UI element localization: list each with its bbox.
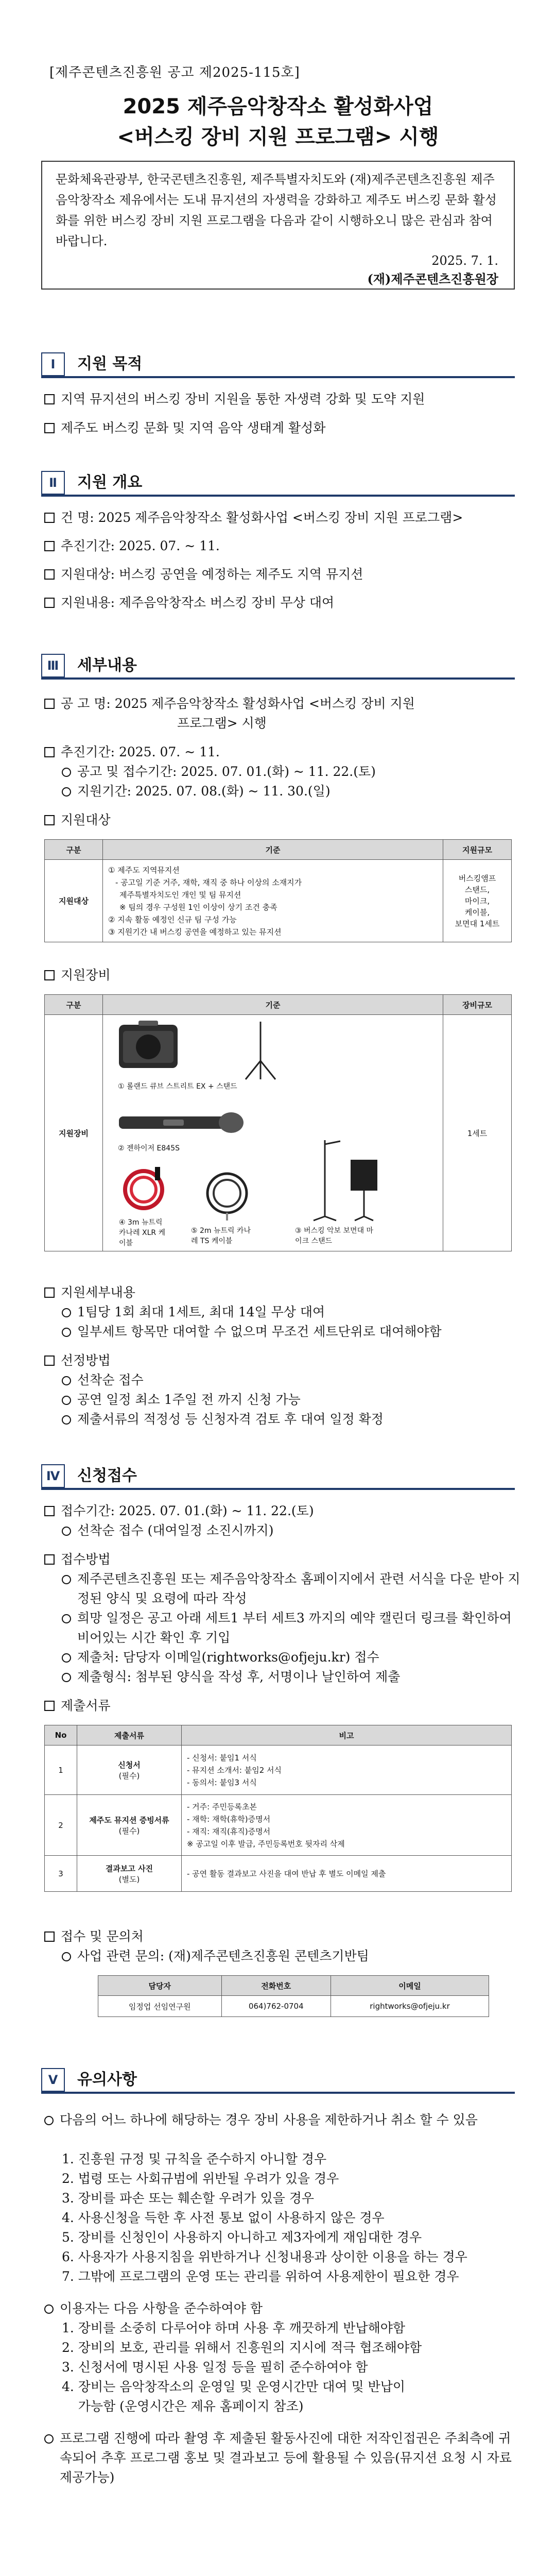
row-label: 지원장비 xyxy=(45,1015,103,1251)
sub-item: 제주콘텐츠진흥원 또는 제주음악창작소 홈페이지에서 관련 서식을 다운 받아 지정된 양식 및 요령에 따라 작성 xyxy=(62,1569,525,1608)
intro-date: 2025. 7. 1. xyxy=(431,253,498,268)
equipment-caption: ⑤ 2m 뉴트릭 카나레 TS 케이블 xyxy=(191,1227,251,1245)
table-header: 장비규모 xyxy=(443,995,512,1015)
table-row: 3 결과보고 사진 (별도) - 공연 활동 결과보고 사진을 대여 반납 후 별도 이메일 제출 xyxy=(45,1856,512,1892)
table-row xyxy=(45,1015,512,1251)
checkbox-square-icon xyxy=(44,699,55,709)
checkbox-square-icon xyxy=(44,598,55,608)
section-1-title: 지원 목적 xyxy=(77,355,143,373)
list-item-continuation: 프로그램> 시행 xyxy=(177,716,267,731)
list-item: 접수방법 xyxy=(44,1550,513,1569)
notice-title-line1: 2025 제주음악창작소 활성화사업 xyxy=(123,95,433,118)
section-3-number: Ⅲ xyxy=(41,654,65,677)
checkbox-square-icon xyxy=(44,423,55,433)
sub-item: 선착순 접수 (대여일정 소진시까지) xyxy=(62,1521,530,1540)
list-item: 접수기간: 2025. 07. 01.(화) ~ 11. 22.(토) xyxy=(44,1501,513,1521)
checkbox-square-icon xyxy=(44,970,55,980)
circle-bullet-icon xyxy=(44,2434,54,2444)
table-header: 구분 xyxy=(45,995,103,1015)
caution-intro: 프로그램 진행에 따라 촬영 후 제출된 활동사진에 대한 저작인접권은 주최측에 귀속되어 추후 프로그램 홍보 및 결과보고 등에 활용될 수 있음(뮤지션 요청 시 자료 제공가능) xyxy=(44,2429,513,2487)
checkbox-square-icon xyxy=(44,747,55,757)
checkbox-square-icon xyxy=(44,1554,55,1565)
list-item: 지역 뮤지션의 버스킹 장비 지원을 통한 자생력 강화 및 도약 지원 xyxy=(44,389,513,409)
circle-bullet-icon xyxy=(62,1376,71,1385)
section-divider xyxy=(41,376,515,378)
sub-item: 공연 일정 최소 1주일 전 까지 신청 가능 xyxy=(62,1390,530,1410)
table-header: 전화번호 xyxy=(221,1976,331,1996)
circle-bullet-icon xyxy=(62,1308,71,1317)
target-table xyxy=(44,839,512,942)
equipment-caption: ③ 버스킹 악보 보면대 마이크 스탠드 xyxy=(295,1227,374,1245)
table-row: 2 제주도 뮤지션 증빙서류 (필수) - 거주: 주민등록초본 - 재학: 재학(휴학)증명서 - 재직: 재직(휴직)증명서 ※ 공고일 이후 발급, 주민등록번호 뒷자리 삭제 xyxy=(45,1795,512,1856)
list-item: 3. 신청서에 명시된 사용 일정 등을 필히 준수하여야 함 xyxy=(62,2360,368,2375)
list-item: 지원대상 xyxy=(44,810,513,830)
equipment-caption: ④ 3m 뉴트릭 카나레 XLR 케이블 xyxy=(119,1218,166,1247)
list-item: 공 고 명: 2025 제주음악창작소 활성화사업 <버스킹 장비 지원 xyxy=(44,694,513,714)
list-item: 1. 장비를 소중히 다루어야 하며 사용 후 깨끗하게 반납해야함 xyxy=(62,2320,406,2335)
caution-intro: 다음의 어느 하나에 해당하는 경우 장비 사용을 제한하거나 취소 할 수 있음 xyxy=(44,2110,513,2130)
circle-bullet-icon xyxy=(62,1952,71,1961)
checkbox-square-icon xyxy=(44,513,55,523)
amp-stand-image xyxy=(242,1020,279,1081)
equipment-caption: ① 롤랜드 큐브 스트리트 EX + 스탠드 xyxy=(118,1082,237,1091)
list-item: 2. 법령 또는 사회규범에 위반될 우려가 있을 경우 xyxy=(62,2171,339,2186)
microphone-image xyxy=(117,1107,246,1138)
table-header: 기준 xyxy=(103,995,443,1015)
list-item: 6. 사용자가 사용지침을 위반하거나 신청내용과 상이한 이용을 하는 경우 xyxy=(62,2249,467,2264)
list-item: 지원세부내용 xyxy=(44,1283,513,1302)
row-label: 지원대상 xyxy=(45,860,103,942)
intro-org: (재)제주콘텐츠진흥원장 xyxy=(367,272,498,286)
list-item: 건 명: 2025 제주음악창작소 활성화사업 <버스킹 장비 지원 프로그램> xyxy=(44,508,513,528)
checkbox-square-icon xyxy=(44,815,55,825)
circle-bullet-icon xyxy=(62,787,71,796)
circle-bullet-icon xyxy=(44,2304,54,2314)
table-header: 비고 xyxy=(182,1725,512,1745)
list-item: 제주도 버스킹 문화 및 지역 음악 생태계 활성화 xyxy=(44,418,513,438)
checkbox-square-icon xyxy=(44,541,55,551)
table-header: 이메일 xyxy=(331,1976,489,1996)
section-4-header xyxy=(41,1462,515,1490)
section-3-header xyxy=(41,652,515,680)
table-row: 1 신청서 (필수) - 신청서: 붙임1 서식 - 뮤지션 소개서: 붙임2 서식 - 동의서: 붙임3 서식 xyxy=(45,1745,512,1795)
checkbox-square-icon xyxy=(44,1506,55,1516)
criteria-cell: ① 제주도 지역뮤지션 - 공고일 기준 거주, 재학, 재직 중 하나 이상의 소재지가 제주특별자치도인 개인 및 팀 뮤지션 ※ 팀의 경우 구성원 1인 이상이 상기 조건 충족 ② 지속 활동 예정인 신규 팀 구성 가능 ③ 지원기간 내 버스킹 공연을 예정하고 있는 뮤지션 xyxy=(103,860,443,942)
scale-cell: 버스킹앰프 스탠드, 마이크, 케이블, 보면대 1세트 xyxy=(443,860,512,942)
section-5-number: Ⅴ xyxy=(41,2068,65,2092)
list-item: 접수 및 문의처 xyxy=(44,1927,513,1946)
table-header: 담당자 xyxy=(98,1976,222,1996)
table-header: 지원규모 xyxy=(443,840,512,860)
sub-item: 제출형식: 첨부된 양식을 작성 후, 서명이나 날인하여 제출 xyxy=(62,1667,530,1687)
section-3-title: 세부내용 xyxy=(77,656,137,674)
section-5-header xyxy=(41,2066,515,2094)
intro-box xyxy=(41,161,515,290)
intro-text: 문화체육관광부, 한국콘텐츠진흥원, 제주특별자치도와 (재)제주콘텐츠진흥원 제주음악창작소 제유에서는 도내 뮤지션의 자생력을 강화하고 제주도 버스킹 문화 활성화를 위한 버스킹 장비 지원 프로그램을 다음과 같이 시행하오니 많은 관심과 참여 바랍니다. xyxy=(56,172,497,248)
sub-item: 사업 관련 문의: (재)제주콘텐츠진흥원 콘텐츠기반팀 xyxy=(62,1946,530,1966)
equipment-table xyxy=(44,994,512,1251)
list-item: 지원대상: 버스킹 공연을 예정하는 제주도 지역 뮤지션 xyxy=(44,565,513,584)
checkbox-square-icon xyxy=(44,569,55,580)
section-divider xyxy=(41,2092,515,2094)
table-row: 임정업 선임연구원 064)762-0704 rightworks@ofjeju.kr xyxy=(98,1996,489,2017)
section-2-number: Ⅱ xyxy=(41,471,65,495)
list-item: 2. 장비의 보호, 관리를 위해서 진흥원의 지시에 적극 협조해야함 xyxy=(62,2340,422,2355)
section-5-title: 유의사항 xyxy=(77,2071,137,2089)
circle-bullet-icon xyxy=(62,768,71,777)
sub-item: 지원기간: 2025. 07. 08.(화) ~ 11. 30.(일) xyxy=(62,782,530,801)
circle-bullet-icon xyxy=(62,1673,71,1682)
list-item: 지원내용: 제주음악창작소 버스킹 장비 무상 대여 xyxy=(44,593,513,613)
circle-bullet-icon xyxy=(62,1396,71,1405)
list-item: 추진기간: 2025. 07. ~ 11. xyxy=(44,742,513,762)
table-header: 제출서류 xyxy=(77,1725,182,1745)
list-item: 1. 진흥원 규정 및 규칙을 준수하지 아니할 경우 xyxy=(62,2151,327,2166)
sub-item: 제출처: 담당자 이메일(rightworks@ofjeju.kr) 접수 xyxy=(62,1648,530,1667)
circle-bullet-icon xyxy=(62,1653,71,1663)
sub-item: 일부세트 항목만 대여할 수 없으며 무조건 세트단위로 대여해야함 xyxy=(62,1322,530,1342)
checkbox-square-icon xyxy=(44,1931,55,1942)
music-stand-image xyxy=(309,1139,387,1222)
scale-cell: 1세트 xyxy=(443,1015,512,1251)
sub-item: 제출서류의 적정성 등 신청자격 검토 후 대여 일정 확정 xyxy=(62,1410,530,1429)
section-1-number: Ⅰ xyxy=(41,352,65,376)
sub-item: 공고 및 접수기간: 2025. 07. 01.(화) ~ 11. 22.(토) xyxy=(62,762,530,782)
section-1-header xyxy=(41,350,515,378)
section-4-number: Ⅳ xyxy=(41,1464,65,1488)
section-2-header xyxy=(41,469,515,497)
list-item: 4. 사용신청을 득한 후 사전 통보 없이 사용하지 않은 경우 xyxy=(62,2210,385,2225)
checkbox-square-icon xyxy=(44,1701,55,1711)
equipment-photos-cell xyxy=(103,1015,443,1251)
checkbox-square-icon xyxy=(44,1287,55,1298)
circle-bullet-icon xyxy=(62,1328,71,1337)
section-divider xyxy=(41,1488,515,1490)
list-item: 4. 장비는 음악창작소의 운영일 및 운영시간만 대여 및 반납이 xyxy=(62,2379,406,2394)
circle-bullet-icon xyxy=(62,1614,71,1623)
circle-bullet-icon xyxy=(44,2116,54,2125)
section-4-title: 신청접수 xyxy=(77,1467,137,1485)
equipment-caption: ② 젠하이저 E845S xyxy=(118,1144,180,1153)
caution-intro: 이용자는 다음 사항을 준수하여야 함 xyxy=(44,2299,513,2318)
circle-bullet-icon xyxy=(62,1575,71,1584)
circle-bullet-icon xyxy=(62,1527,71,1536)
documents-table xyxy=(44,1725,512,1892)
amplifier-image xyxy=(118,1021,179,1072)
table-header: 기준 xyxy=(103,840,443,860)
list-item: 제출서류 xyxy=(44,1696,513,1716)
sub-item: 선착순 접수 xyxy=(62,1370,530,1390)
sub-item: 희망 일정은 공고 아래 세트1 부터 세트3 까지의 예약 캘린더 링크를 확인하여 비어있는 시간 확인 후 기입 xyxy=(62,1608,525,1648)
xlr-cable-image xyxy=(119,1165,168,1214)
section-divider xyxy=(41,677,515,680)
list-item: 지원장비 xyxy=(44,965,513,985)
list-item: 선정방법 xyxy=(44,1351,513,1370)
list-item: 5. 장비를 신청인이 사용하지 아니하고 제3자에게 재임대한 경우 xyxy=(62,2230,422,2245)
notice-number: [제주콘텐츠진흥원 공고 제2025-115호] xyxy=(49,65,300,80)
notice-title-line2: <버스킹 장비 지원 프로그램> 시행 xyxy=(117,125,439,149)
table-header: 구분 xyxy=(45,840,103,860)
table-row xyxy=(45,860,512,942)
list-item: 가능함 (운영시간은 제유 홈페이지 참조) xyxy=(62,2399,304,2414)
checkbox-square-icon xyxy=(44,1355,55,1366)
ts-cable-image xyxy=(196,1165,258,1222)
section-2-title: 지원 개요 xyxy=(77,473,143,492)
checkbox-square-icon xyxy=(44,394,55,404)
circle-bullet-icon xyxy=(62,1415,71,1425)
table-header: No xyxy=(45,1725,77,1745)
section-divider xyxy=(41,495,515,497)
contact-table xyxy=(98,1975,489,2017)
contact-email[interactable]: rightworks@ofjeju.kr xyxy=(331,1996,489,2017)
list-item: 3. 장비를 파손 또는 훼손할 우려가 있을 경우 xyxy=(62,2191,315,2206)
list-item: 추진기간: 2025. 07. ~ 11. xyxy=(44,536,513,556)
sub-item: 1팀당 1회 최대 1세트, 최대 14일 무상 대여 xyxy=(62,1302,530,1322)
list-item: 7. 그밖에 프로그램의 운영 또는 관리를 위하여 사용제한이 필요한 경우 xyxy=(62,2269,459,2284)
